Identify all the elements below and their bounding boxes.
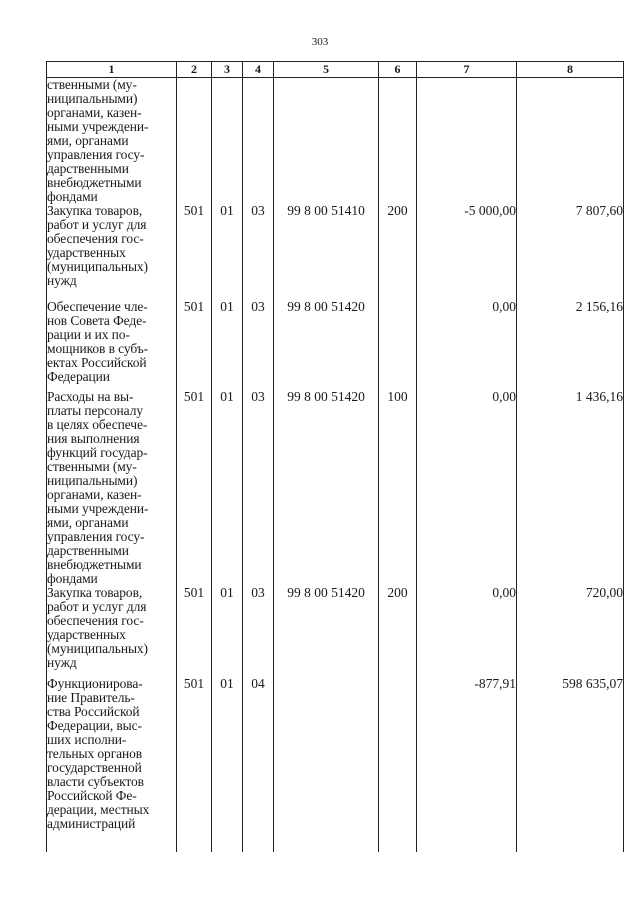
cell-section: 01 (212, 204, 243, 300)
cell-target-article: 99 8 00 51410 (274, 204, 379, 300)
cell-section (212, 78, 243, 205)
cell-change-amount (417, 78, 517, 205)
cell-subsection: 03 (243, 390, 274, 586)
cell-subsection: 04 (243, 677, 274, 852)
table-row (47, 204, 624, 300)
cell-section: 01 (212, 586, 243, 677)
row-name-text: Обеспечение чле- нов Совета Феде- рации и их по- мощников в субъ- ектах Российской Федерации (47, 299, 149, 384)
cell-target-article: 99 8 00 51420 (274, 300, 379, 390)
cell-expense-type (379, 78, 417, 205)
cell-change-amount: -5 000,00 (417, 204, 517, 300)
cell-total-amount: 720,00 (517, 586, 624, 677)
row-name (47, 586, 177, 677)
row-name (47, 300, 177, 390)
cell-ministry-code: 501 (177, 204, 212, 300)
cell-total-amount: 2 156,16 (517, 300, 624, 390)
cell-ministry-code: 501 (177, 677, 212, 852)
table-row (47, 677, 624, 852)
cell-expense-type (379, 677, 417, 852)
table-header-row (47, 62, 624, 78)
col-header-6: 6 (379, 62, 417, 78)
budget-table (46, 61, 624, 852)
cell-total-amount (517, 78, 624, 205)
col-header-2: 2 (177, 62, 212, 78)
row-name (47, 204, 177, 300)
cell-expense-type: 100 (379, 390, 417, 586)
cell-subsection: 03 (243, 300, 274, 390)
cell-ministry-code: 501 (177, 300, 212, 390)
row-name (47, 390, 177, 586)
cell-expense-type: 200 (379, 586, 417, 677)
cell-target-article (274, 677, 379, 852)
col-header-7: 7 (417, 62, 517, 78)
cell-ministry-code: 501 (177, 390, 212, 586)
cell-subsection (243, 78, 274, 205)
row-name-text: Закупка товаров, работ и услуг для обеспечения гос- ударственных (муниципальных) нужд (47, 585, 148, 670)
cell-ministry-code: 501 (177, 586, 212, 677)
cell-total-amount: 598 635,07 (517, 677, 624, 852)
cell-section: 01 (212, 300, 243, 390)
row-name-text: ственными (му- ниципальными) органами, казен- ными учреждени- ями, органами управления госу- дарственными внебюджетными фондами (47, 77, 149, 204)
row-name-text: Расходы на вы- платы персоналу в целях обеспече- ния выполнения функций государ- ственными (му- ниципальными) органами, казен- ными учреждени- ями, органами управления госу- дарственными внебюджетными фондами (47, 389, 149, 586)
table-row (47, 78, 624, 205)
cell-total-amount: 7 807,60 (517, 204, 624, 300)
cell-subsection: 03 (243, 586, 274, 677)
cell-change-amount: 0,00 (417, 586, 517, 677)
table-row (47, 300, 624, 390)
table-row (47, 390, 624, 586)
cell-change-amount: -877,91 (417, 677, 517, 852)
cell-change-amount: 0,00 (417, 300, 517, 390)
cell-section: 01 (212, 677, 243, 852)
cell-change-amount: 0,00 (417, 390, 517, 586)
cell-target-article: 99 8 00 51420 (274, 586, 379, 677)
table-row (47, 586, 624, 677)
col-header-3: 3 (212, 62, 243, 78)
col-header-5: 5 (274, 62, 379, 78)
cell-ministry-code (177, 78, 212, 205)
row-name (47, 78, 177, 205)
cell-total-amount: 1 436,16 (517, 390, 624, 586)
cell-target-article (274, 78, 379, 205)
cell-expense-type (379, 300, 417, 390)
col-header-1: 1 (47, 62, 177, 78)
row-name (47, 677, 177, 852)
col-header-8: 8 (517, 62, 624, 78)
row-name-text: Закупка товаров, работ и услуг для обеспечения гос- ударственных (муниципальных) нужд (47, 203, 148, 288)
row-name-text: Функционирова- ние Правитель- ства Российской Федерации, выс- ших исполни- тельных органов государственной власти субъектов Российской Фе- дерации, местных администраций (47, 676, 150, 831)
cell-expense-type: 200 (379, 204, 417, 300)
col-header-4: 4 (243, 62, 274, 78)
cell-subsection: 03 (243, 204, 274, 300)
cell-target-article: 99 8 00 51420 (274, 390, 379, 586)
cell-section: 01 (212, 390, 243, 586)
page-number: 303 (311, 36, 329, 48)
